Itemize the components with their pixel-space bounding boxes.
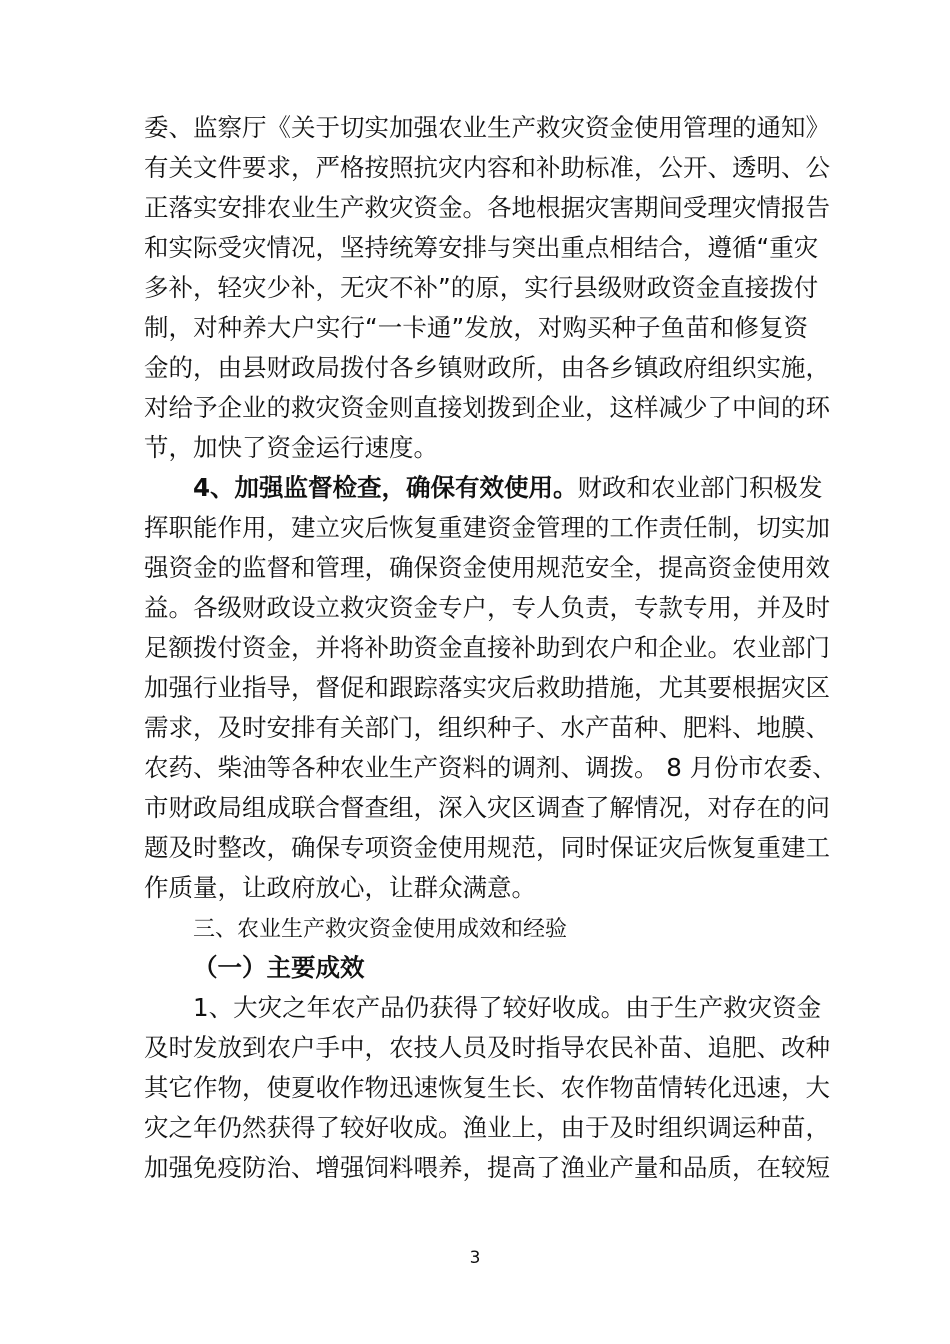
text-line: 加强免疫防治、增强饲料喂养，提高了渔业产量和品质，在较短 <box>144 1153 830 1182</box>
text-line: 益。各级财政设立救灾资金专户，专人负责，专款专用，并及时 <box>144 593 830 622</box>
text-line: 1、大灾之年农产品仍获得了较好收成。由于生产救灾资金 <box>193 993 822 1022</box>
text-line: 市财政局组成联合督查组，深入灾区调查了解情况，对存在的问 <box>144 793 830 822</box>
text-line: 委、监察厅《关于切实加强农业生产救灾资金使用管理的通知》 <box>144 113 830 142</box>
text-line: 题及时整改，确保专项资金使用规范，同时保证灾后恢复重建工 <box>144 833 830 862</box>
text-line: 有关文件要求，严格按照抗灾内容和补助标准，公开、透明、公 <box>144 153 830 182</box>
text-line: 制，对种养大户实行“一卡通”发放，对购买种子鱼苗和修复资 <box>144 313 808 342</box>
text-line: 挥职能作用，建立灾后恢复重建资金管理的工作责任制，切实加 <box>144 513 830 542</box>
text-line: 农药、柴油等各种农业生产资料的调剂、调拨。 8 月份市农委、 <box>144 753 837 782</box>
text-line: 需求，及时安排有关部门，组织种子、水产苗种、肥料、地膜、 <box>144 713 830 742</box>
subsection-title: （一）主要成效 <box>193 953 365 982</box>
text-span: 财政和农业部门积极发 <box>577 473 823 502</box>
text-line: 多补，轻灾少补，无灾不补”的原，实行县级财政资金直接拨付 <box>144 273 819 302</box>
text-line: 正落实安排农业生产救灾资金。各地根据灾害期间受理灾情报告 <box>144 193 830 222</box>
text-line: 加强行业指导，督促和跟踪落实灾后救助措施，尤其要根据灾区 <box>144 673 830 702</box>
text-line: 强资金的监督和管理，确保资金使用规范安全，提高资金使用效 <box>144 553 830 582</box>
text-line: 和实际受灾情况，坚持统筹安排与突出重点相结合，遵循“重灾 <box>144 233 819 262</box>
page-number: 3 <box>469 1248 481 1268</box>
text-line: 作质量，让政府放心，让群众满意。 <box>144 873 536 902</box>
text-line: 对给予企业的救灾资金则直接划拨到企业，这样减少了中间的环 <box>144 393 830 422</box>
paragraph-heading-line <box>193 468 823 508</box>
section-title: 三、农业生产救灾资金使用成效和经验 <box>193 917 568 942</box>
text-line: 足额拨付资金，并将补助资金直接补助到农户和企业。农业部门 <box>144 633 830 662</box>
text-line: 其它作物，使夏收作物迅速恢复生长、农作物苗情转化迅速，大 <box>144 1073 830 1102</box>
text-line: 灾之年仍然获得了较好收成。渔业上，由于及时组织调运种苗， <box>144 1113 830 1142</box>
text-line: 金的，由县财政局拨付各乡镇财政所，由各乡镇政府组织实施， <box>144 353 830 382</box>
bold-heading: 4、加强监督检查，确保有效使用。 <box>193 473 578 502</box>
text-line: 节，加快了资金运行速度。 <box>144 433 438 462</box>
text-line: 及时发放到农户手中，农技人员及时指导农民补苗、追肥、改种 <box>144 1033 830 1062</box>
